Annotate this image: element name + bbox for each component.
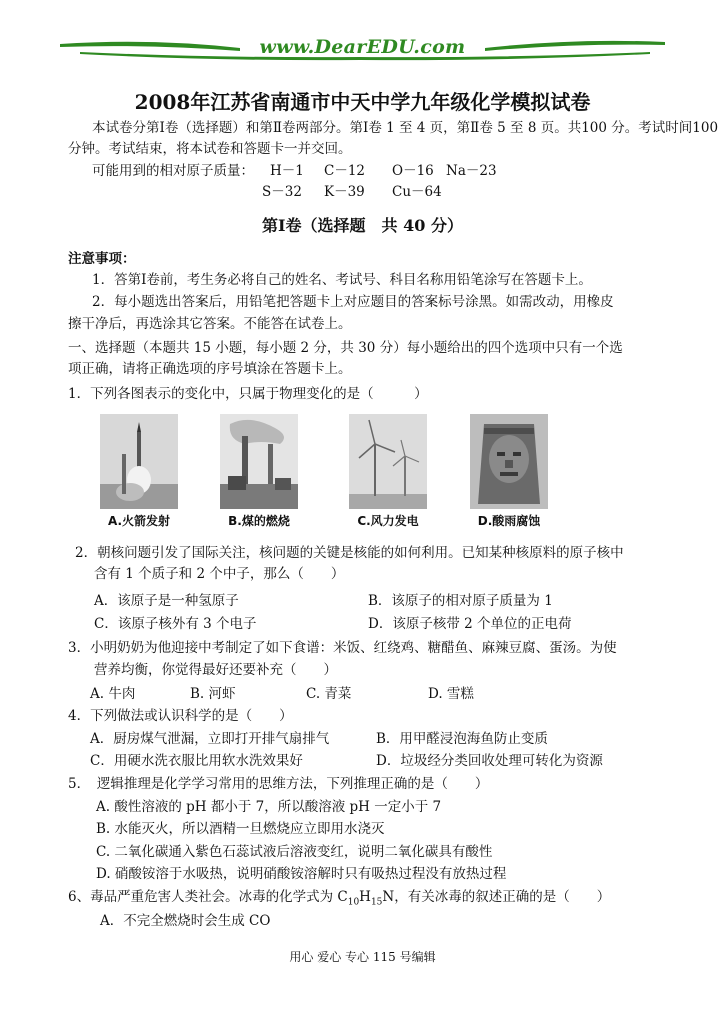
q2-stem-line-2: 含有 1 个质子和 2 个中子，那么（ ） [94, 566, 345, 582]
q4-option-d: D．垃圾经分类回收处理可转化为资源 [376, 753, 603, 769]
q4-option-b: B．用甲醛浸泡海鱼防止变质 [376, 731, 548, 747]
q6-stem-pre: 6、毒品严重危害人类社会。冰毒的化学式为 C [68, 889, 348, 905]
part1-line-1: 一、选择题（本题共 15 小题，每小题 2 分，共 30 分）每小题给出的四个选项中只有一个选 [68, 340, 623, 356]
q6-stem-post: N，有关冰毒的叙述正确的是（ ） [382, 889, 611, 905]
atomic-mass-na: Na－23 [446, 163, 497, 179]
q1-caption-d: D.酸雨腐蚀 [477, 514, 541, 528]
q2-stem-line-1: 2．朝核问题引发了国际关注，核问题的关键是核能的如何利用。已知某种核原料的原子核中 [75, 545, 624, 561]
rocket-launch-photo [100, 414, 178, 509]
q2-option-b: B．该原子的相对原子质量为 1 [368, 593, 553, 609]
q6-sub-hydrogen: 15 [370, 897, 383, 908]
page-title: 2008年江苏省南通市中天中学九年级化学模拟试卷 [134, 90, 591, 114]
q6-stem [68, 887, 610, 913]
q4-option-c: C．用硬水洗衣服比用软水洗效果好 [90, 753, 303, 769]
q3-stem-line-2: 营养均衡，你觉得最好还要补充（ ） [94, 662, 337, 678]
notes-heading: 注意事项： [68, 251, 136, 267]
note-2-line-2: 擦干净后，再选涂其它答案。不能答在试卷上。 [68, 316, 352, 332]
q6-sub-carbon: 10 [347, 897, 360, 908]
q3-stem-line-1: 3．小明奶奶为他迎接中考制定了如下食谱：米饭、红绕鸡、糖醋鱼、麻辣豆腐、蛋汤。为使 [68, 640, 617, 656]
q5-option-b: B. 水能灭火，所以酒精一旦燃烧应立即用水浇灭 [96, 821, 385, 837]
q5-stem: 5． 逻辑推理是化学学习常用的思维方法，下列推理正确的是（ ） [68, 776, 489, 792]
note-1: 1．答第Ⅰ卷前，考生务必将自己的姓名、考试号、科目名称用铅笔涂写在答题卡上。 [92, 272, 592, 288]
page-footer: 用心 爱心 专心 115 号编辑 [289, 950, 436, 964]
q2-option-a: A．该原子是一种氢原子 [94, 593, 239, 609]
wind-power-photo [349, 414, 427, 509]
q6-option-a: A．不完全燃烧时会生成 CO [100, 913, 271, 929]
q1-caption-c: C.风力发电 [357, 514, 419, 528]
atomic-mass-o: O－16 [392, 163, 434, 179]
q1-caption-a: A.火箭发射 [107, 514, 171, 528]
q3-option-d: D. 雪糕 [428, 686, 474, 702]
intro-line-1: 本试卷分第Ⅰ卷（选择题）和第Ⅱ卷两部分。第Ⅰ卷 1 至 4 页，第Ⅱ卷 5 至 8 页。共100 分。考试时间100 [92, 120, 719, 136]
site-url: www.DearEDU.com [259, 36, 466, 58]
q1-stem: 1．下列各图表示的变化中，只属于物理变化的是（ ） [68, 386, 428, 402]
q1-caption-b: B.煤的燃烧 [228, 514, 290, 528]
atomic-mass-label: 可能用到的相对原子质量： [92, 163, 254, 179]
site-banner [60, 32, 665, 62]
note-2-line-1: 2．每小题选出答案后，用铅笔把答题卡上对应题目的答案标号涂黑。如需改动，用橡皮 [92, 294, 614, 310]
atomic-mass-h: H－1 [270, 163, 304, 179]
atomic-mass-s: S－32 [262, 184, 302, 200]
part1-line-2: 项正确，请将正确选项的序号填涂在答题卡上。 [68, 361, 352, 377]
acid-rain-statue-photo [470, 414, 548, 509]
q4-stem: 4．下列做法或认识科学的是（ ） [68, 708, 293, 724]
q6-stem-h: H [359, 889, 371, 905]
q4-option-a: A．厨房煤气泄漏，立即打开排气扇排气 [90, 731, 330, 747]
intro-line-2: 分钟。考试结束，将本试卷和答题卡一并交回。 [68, 141, 352, 157]
q5-option-a: A. 酸性溶液的 pH 都小于 7，所以酸溶液 pH 一定小于 7 [96, 799, 442, 815]
section-title: 第Ⅰ卷（选择题 共 40 分） [262, 216, 463, 235]
atomic-mass-c: C－12 [324, 163, 366, 179]
q3-option-b: B. 河虾 [190, 686, 236, 702]
q5-option-d: D. 硝酸铵溶于水吸热，说明硝酸铵溶解时只有吸热过程没有放热过程 [96, 866, 507, 882]
atomic-mass-k: K－39 [324, 184, 365, 200]
atomic-mass-cu: Cu－64 [392, 184, 442, 200]
coal-burning-photo [220, 414, 298, 509]
q3-option-a: A. 牛肉 [90, 686, 136, 702]
q2-option-c: C．该原子核外有 3 个电子 [94, 616, 257, 632]
q3-option-c: C. 青菜 [306, 686, 352, 702]
q5-option-c: C. 二氧化碳通入紫色石蕊试液后溶液变红，说明二氧化碳具有酸性 [96, 844, 493, 860]
q2-option-d: D．该原子核带 2 个单位的正电荷 [368, 616, 572, 632]
